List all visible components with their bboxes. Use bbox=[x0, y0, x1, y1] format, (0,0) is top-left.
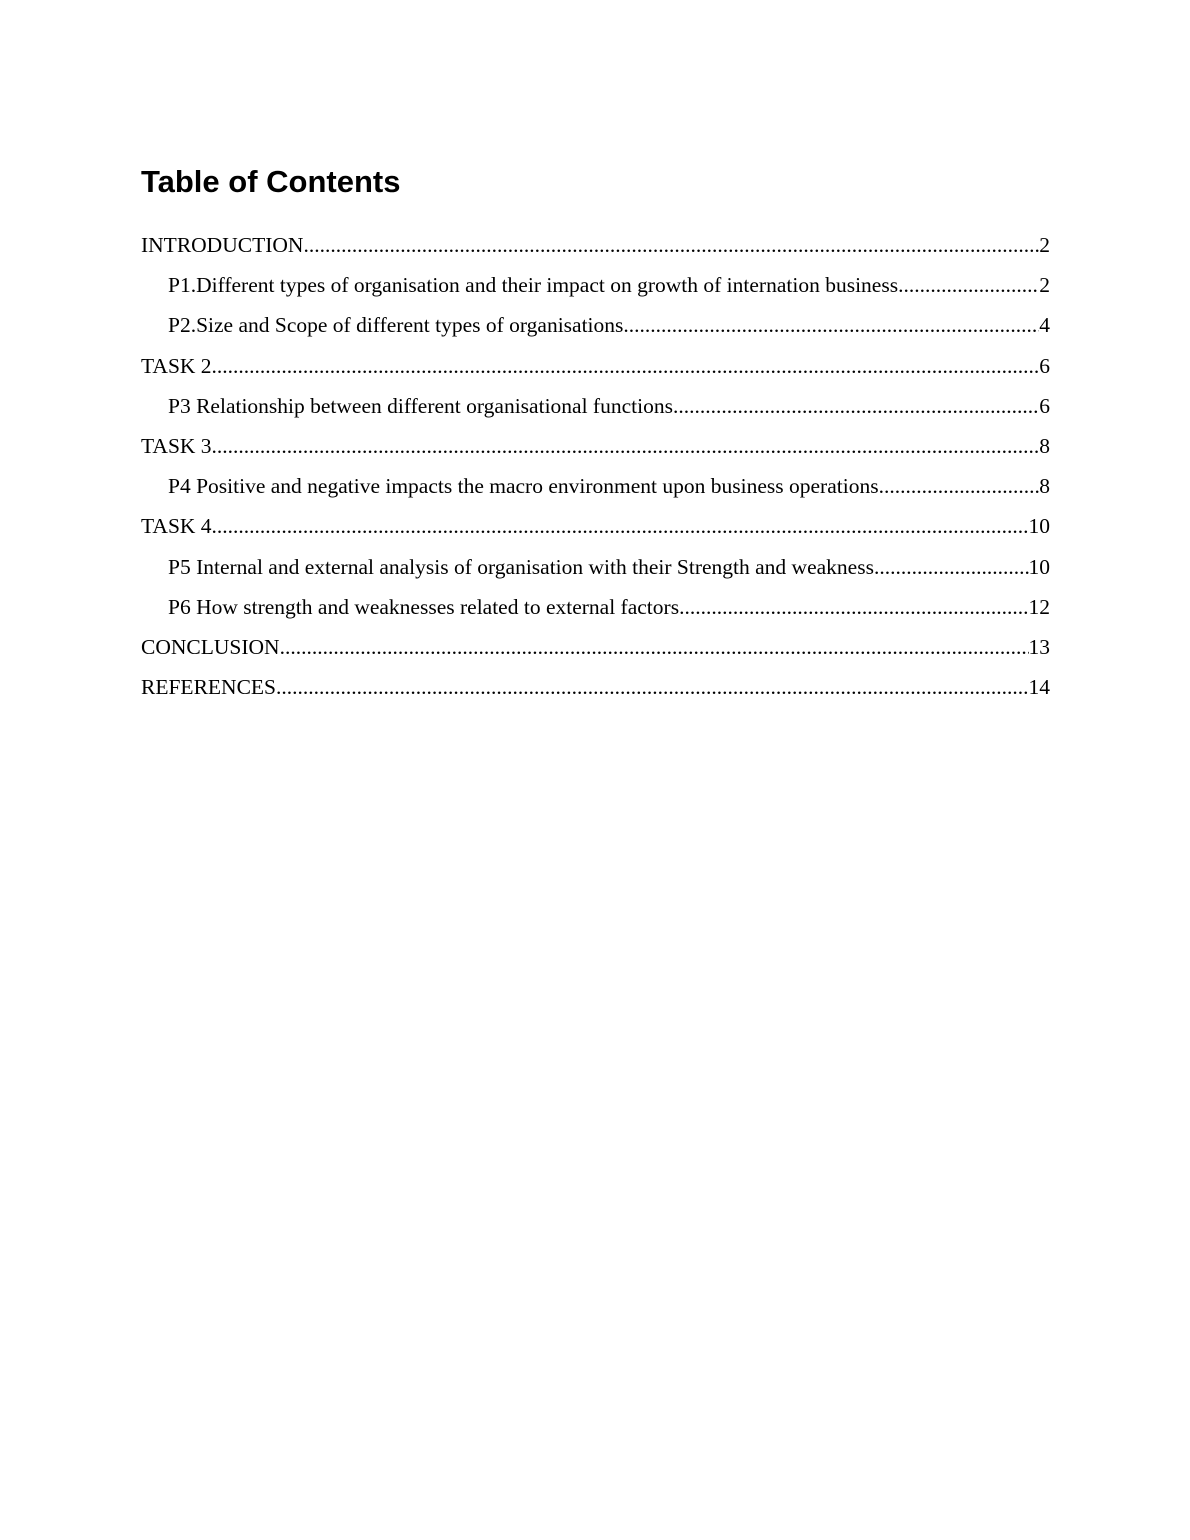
toc-dot-leader bbox=[212, 506, 1029, 546]
toc-entry-p1[interactable] bbox=[141, 265, 1050, 305]
toc-dot-leader bbox=[679, 587, 1028, 627]
toc-entry-label: P6 How strength and weaknesses related to external factors bbox=[168, 594, 680, 619]
toc-entry-page: 6 bbox=[1039, 393, 1050, 418]
toc-entry-label: P2.Size and Scope of different types of organisations bbox=[168, 313, 624, 338]
toc-entry-page: 12 bbox=[1028, 594, 1050, 619]
toc-entry-p2[interactable] bbox=[141, 305, 1050, 345]
toc-dot-leader bbox=[673, 386, 1039, 426]
toc-dot-leader bbox=[303, 225, 1039, 265]
toc-dot-leader bbox=[276, 667, 1029, 707]
toc-entry-label: TASK 3 bbox=[141, 433, 212, 458]
toc-entry-label: TASK 2 bbox=[141, 353, 212, 378]
toc-list bbox=[141, 225, 1050, 707]
toc-entry-task-2[interactable] bbox=[141, 346, 1050, 386]
toc-entry-introduction[interactable] bbox=[141, 225, 1050, 265]
toc-entry-page: 8 bbox=[1039, 433, 1050, 458]
toc-dot-leader bbox=[280, 627, 1029, 667]
table-of-contents bbox=[141, 160, 1050, 707]
toc-dot-leader bbox=[212, 346, 1040, 386]
toc-entry-references[interactable] bbox=[141, 667, 1050, 707]
toc-entry-page: 2 bbox=[1039, 233, 1050, 257]
toc-entry-page: 10 bbox=[1028, 554, 1050, 579]
toc-entry-page: 8 bbox=[1039, 474, 1050, 499]
toc-entry-task-4[interactable] bbox=[141, 506, 1050, 546]
toc-entry-conclusion[interactable] bbox=[141, 627, 1050, 667]
toc-entry-label: P5 Internal and external analysis of organisation with their Strength and weakness bbox=[168, 554, 874, 579]
toc-entry-p5[interactable] bbox=[141, 547, 1050, 587]
toc-dot-leader bbox=[874, 547, 1029, 587]
toc-entry-label: CONCLUSION bbox=[141, 634, 280, 659]
toc-entry-label: P3 Relationship between different organisational functions bbox=[168, 393, 673, 418]
toc-entry-label: TASK 4 bbox=[141, 514, 212, 539]
toc-entry-label: P1.Different types of organisation and their impact on growth of internation business bbox=[168, 273, 899, 298]
toc-entry-label: INTRODUCTION bbox=[141, 233, 304, 257]
toc-entry-page: 2 bbox=[1039, 273, 1050, 298]
toc-dot-leader bbox=[879, 466, 1040, 506]
toc-entry-p6[interactable] bbox=[141, 587, 1050, 627]
toc-entry-page: 14 bbox=[1028, 675, 1050, 700]
toc-dot-leader bbox=[212, 426, 1040, 466]
toc-entry-label: REFERENCES bbox=[141, 675, 276, 700]
toc-entry-page: 4 bbox=[1039, 313, 1050, 338]
toc-entry-page: 10 bbox=[1028, 514, 1050, 539]
toc-dot-leader bbox=[623, 305, 1039, 345]
toc-entry-page: 6 bbox=[1039, 353, 1050, 378]
toc-heading: Table of Contents bbox=[141, 164, 401, 199]
toc-entry-task-3[interactable] bbox=[141, 426, 1050, 466]
toc-entry-p4[interactable] bbox=[141, 466, 1050, 506]
toc-entry-page: 13 bbox=[1028, 634, 1050, 659]
toc-entry-label: P4 Positive and negative impacts the macro environment upon business operations bbox=[168, 474, 879, 499]
toc-dot-leader bbox=[898, 265, 1039, 305]
toc-entry-p3[interactable] bbox=[141, 386, 1050, 426]
